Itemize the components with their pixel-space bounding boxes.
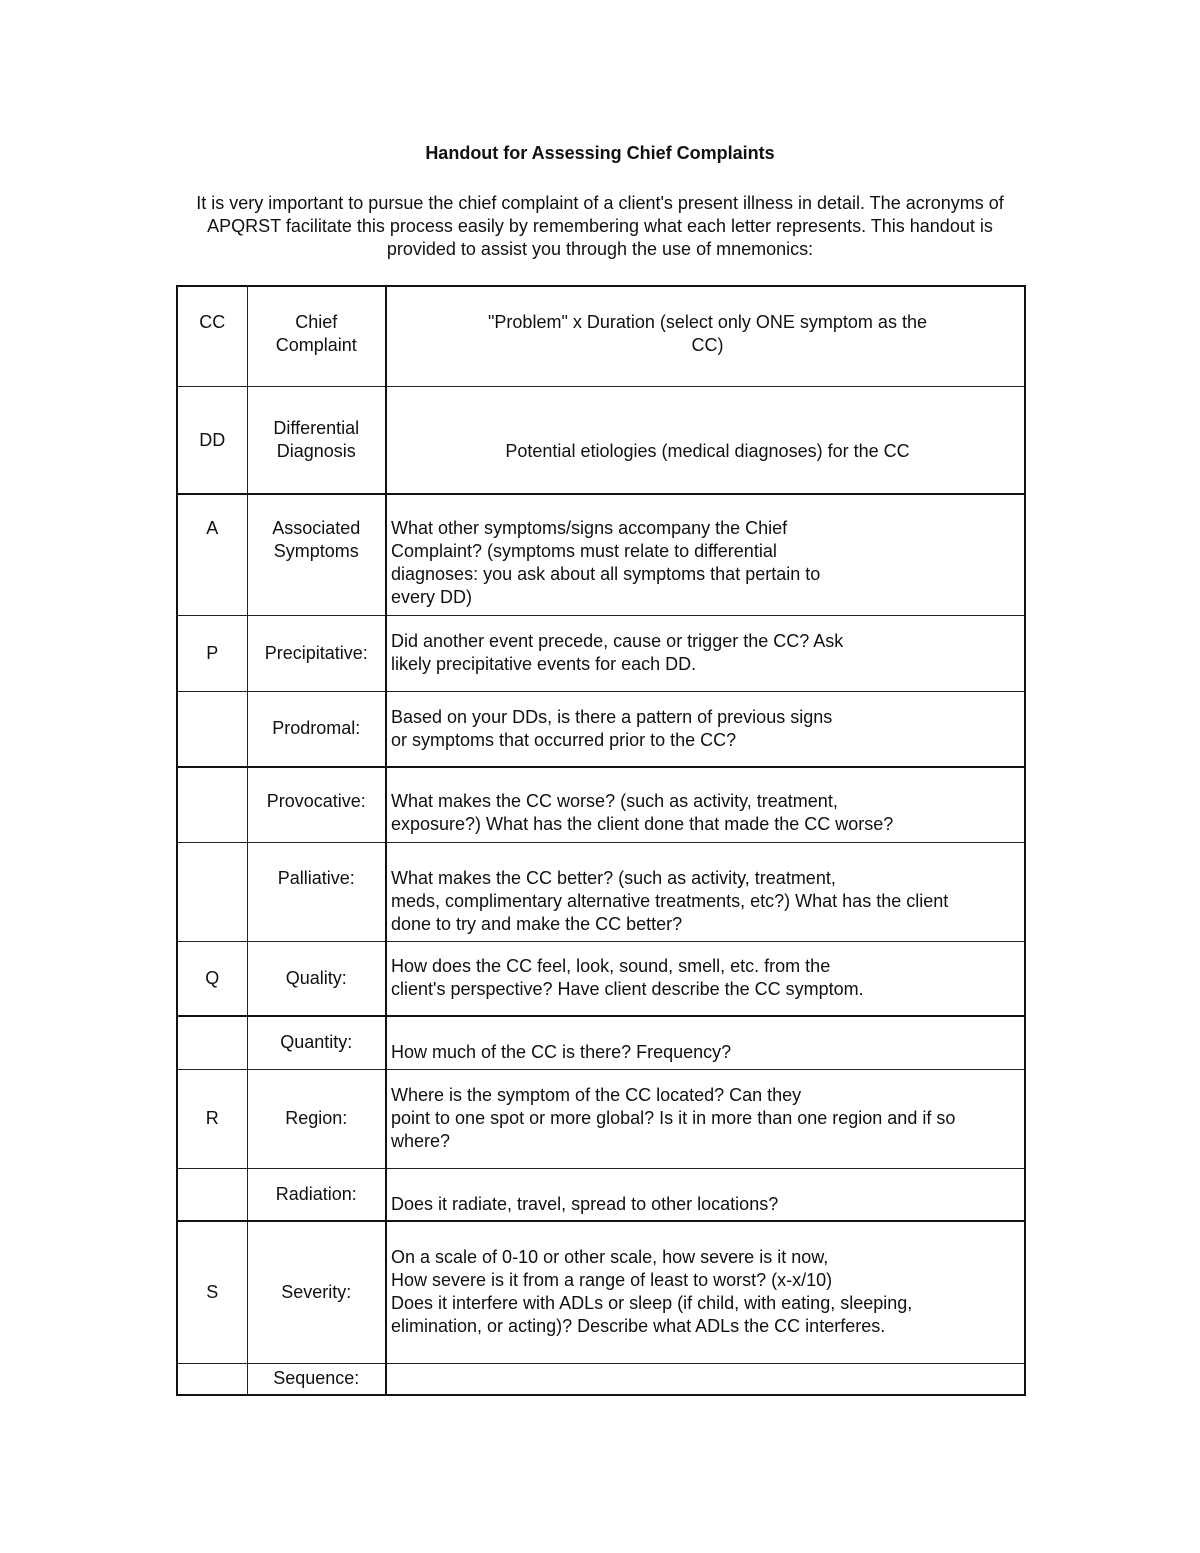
table-row-quantity: [177, 1016, 1025, 1069]
row-label: Quantity:: [247, 1016, 386, 1069]
row-description: Did another event precede, cause or trigger the CC? Ask likely precipitative events for each DD.: [386, 615, 1025, 691]
mnemonic-table: [176, 285, 1026, 1396]
row-label: Provocative:: [247, 767, 386, 842]
table-row-cc: [177, 286, 1025, 386]
row-label: Precipitative:: [247, 615, 386, 691]
row-description: What makes the CC worse? (such as activity, treatment, exposure?) What has the client done that made the CC worse?: [386, 767, 1025, 842]
row-letter: S: [177, 1221, 247, 1363]
row-label: Chief Complaint: [247, 286, 386, 386]
row-description: Potential etiologies (medical diagnoses) for the CC: [386, 386, 1025, 494]
row-description: What makes the CC better? (such as activity, treatment, meds, complimentary alternative treatments, etc?) What has the client done to try and make the CC better?: [386, 842, 1025, 941]
row-letter: CC: [177, 286, 247, 386]
row-letter: [177, 1363, 247, 1395]
row-label: Palliative:: [247, 842, 386, 941]
row-letter: [177, 1168, 247, 1221]
table-row-q: [177, 941, 1025, 1016]
table-row-prodromal: [177, 691, 1025, 767]
row-description: Where is the symptom of the CC located? Can they point to one spot or more global? Is it in more than one region and if so where?: [386, 1069, 1025, 1168]
row-letter: DD: [177, 386, 247, 494]
table-row-provocative: [177, 767, 1025, 842]
row-letter: A: [177, 494, 247, 615]
row-label: Severity:: [247, 1221, 386, 1363]
row-letter: [177, 842, 247, 941]
table-row-sequence: [177, 1363, 1025, 1395]
row-letter: [177, 767, 247, 842]
row-description: Based on your DDs, is there a pattern of previous signs or symptoms that occurred prior to the CC?: [386, 691, 1025, 767]
table-row-p: [177, 615, 1025, 691]
row-letter: [177, 691, 247, 767]
table-row-radiation: [177, 1168, 1025, 1221]
row-description: How much of the CC is there? Frequency?: [386, 1016, 1025, 1069]
row-description: What other symptoms/signs accompany the Chief Complaint? (symptoms must relate to differential diagnoses: you ask about all symptoms that pertain to every DD): [386, 494, 1025, 615]
row-label: Sequence:: [247, 1363, 386, 1395]
table-row-s: [177, 1221, 1025, 1363]
intro-line: APQRST facilitate this process easily by remembering what each letter represents. This handout is: [207, 216, 993, 236]
table-row-dd: [177, 386, 1025, 494]
row-letter: [177, 1016, 247, 1069]
row-description: [386, 1363, 1025, 1395]
intro-line: It is very important to pursue the chief complaint of a client's present illness in detail. The acronyms of: [196, 193, 1004, 213]
row-label: Radiation:: [247, 1168, 386, 1221]
row-description: Does it radiate, travel, spread to other locations?: [386, 1168, 1025, 1221]
row-description: How does the CC feel, look, sound, smell, etc. from the client's perspective? Have client describe the CC symptom.: [386, 941, 1025, 1016]
row-label: Region:: [247, 1069, 386, 1168]
row-description: "Problem" x Duration (select only ONE symptom as the CC): [386, 286, 1025, 386]
intro-line: provided to assist you through the use of mnemonics:: [386, 239, 814, 259]
row-label: Prodromal:: [247, 691, 386, 767]
table-row-r: [177, 1069, 1025, 1168]
row-letter: P: [177, 615, 247, 691]
row-letter: R: [177, 1069, 247, 1168]
row-label: Associated Symptoms: [247, 494, 386, 615]
row-label: Differential Diagnosis: [247, 386, 386, 494]
page-title: Handout for Assessing Chief Complaints: [425, 143, 775, 163]
table-row-palliative: [177, 842, 1025, 941]
table-row-a: [177, 494, 1025, 615]
intro-paragraph: [150, 192, 1050, 261]
row-description: On a scale of 0-10 or other scale, how severe is it now, How severe is it from a range of least to worst? (x-x/10) Does it interfere with ADLs or sleep (if child, with eating, sleeping, elimination, or acting)? Describe what ADLs the CC interferes.: [386, 1221, 1025, 1363]
row-letter: Q: [177, 941, 247, 1016]
row-label: Quality:: [247, 941, 386, 1016]
